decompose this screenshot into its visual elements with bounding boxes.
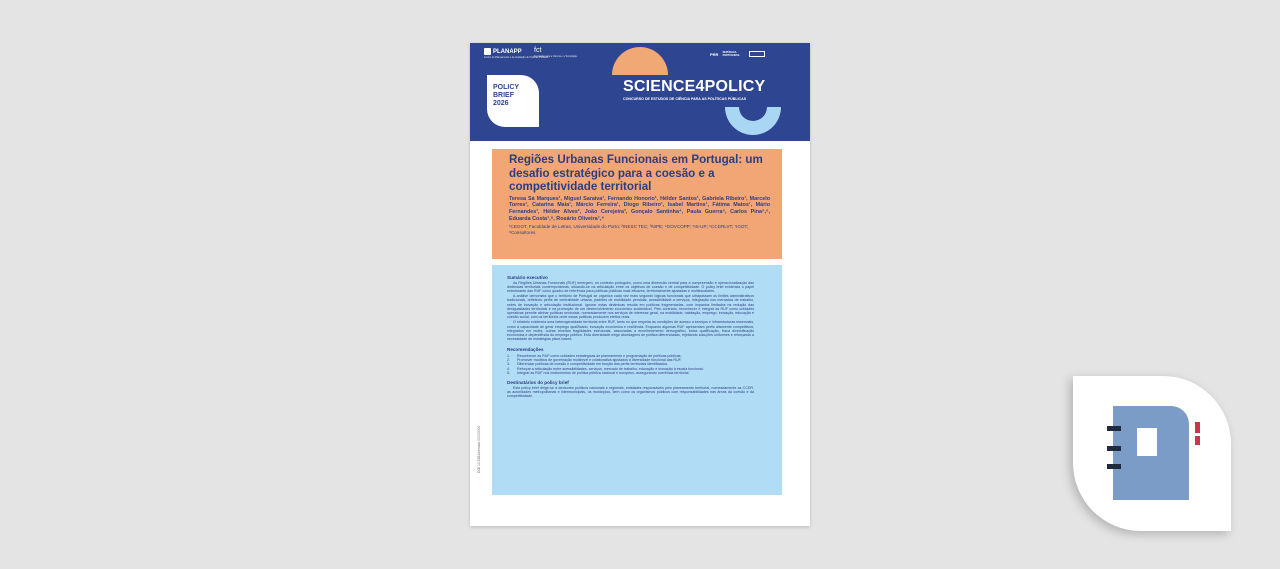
badge-line-1: POLICY — [493, 84, 520, 91]
blue-semicircle-decoration — [725, 107, 781, 135]
republica-portuguesa-logo: REPÚBLICA PORTUGUESA — [722, 51, 740, 57]
audience-text: Este policy brief dirige-se a decisores políticos nacionais e regionais, entidades responsáveis pelo planeamento territorial, nomeadamente as CCDR, as autoridades metropolitanas e intermunicipais, os municípios, bem como os organismos públicos com responsabilidades nas áreas da coesão e da competitividade. — [507, 385, 754, 399]
audience-heading: Destinatários do policy brief — [507, 380, 569, 386]
planapp-logo: PLANAPP Centro de Planeamento e de Avaliação de Políticas Públicas — [484, 49, 549, 60]
policy-brief-page — [470, 43, 810, 526]
orange-semicircle-decoration — [612, 47, 668, 75]
fct-logo-subtitle: Fundação para a Ciência e a Tecnologia — [534, 55, 577, 58]
program-title: SCIENCE4POLICY — [623, 78, 766, 95]
policy-brief-badge — [487, 75, 539, 127]
summary-paragraph: As Regiões Urbanas Funcionais (RUF) emergem, no contexto português, como uma dimensão central para a compreensão e operacionalização das dinâmicas territoriais contemporâneas, situando-se na articulação entre os objetivos de coesão e de competitividade. O policy brief evidencia o papel estruturante das RUF como quadro de referência para políticas públicas mais eficazes, territorialmente ajustadas e multiescalares. — [507, 280, 754, 293]
planapp-logo-subtitle: Centro de Planeamento e de Avaliação de Políticas Públicas — [484, 56, 549, 60]
notebook-app-icon[interactable] — [1073, 376, 1231, 531]
notebook-icon — [1073, 376, 1231, 531]
recommendations-list — [507, 354, 754, 375]
badge-line-2: BRIEF — [493, 92, 514, 99]
document-header — [470, 43, 810, 141]
author-list: Teresa Sá Marques¹, Miguel Saraiva¹, Fernando Honorio¹, Hélder Santos¹, Gabriela Ribeiro¹, Marcelo Torres¹, Catarina Maia¹, Márcio Ferreira¹, Diogo Ribeiro¹, Isabel Martins¹, Fátima Matos¹, Mário Fernandes¹, Hélder Alves², João Cerejeira³, Gonçalo Santinha⁴, Paula Guerra⁵, Carlos Pina⁵,⁶, Eduarda Costa⁷,⁸, Rosário Oliveira⁷,⁸ — [509, 195, 770, 223]
title-block — [492, 149, 782, 259]
funding-logos — [710, 51, 768, 57]
list-item: 1. Reconhecer as RUF como unidades estratégicas de planeamento e programação de políticas públicas. — [507, 354, 682, 359]
badge-line-3: 2026 — [493, 100, 509, 107]
summary-block — [492, 265, 782, 495]
fct-logo: fct Fundação para a Ciência e a Tecnologia — [534, 47, 577, 58]
list-item: 2. Promover modelos de governação multinível e colaborativa ajustados à diversidade funcional das RUF. — [507, 358, 682, 363]
eu-flag-icon — [749, 51, 765, 57]
program-subtitle: CONCURSO DE ESTUDOS DE CIÊNCIA PARA AS POLÍTICAS PÚBLICAS — [623, 97, 747, 101]
list-item: 4. Reforçar a articulação entre acessibilidades, serviços, mercado de trabalho, educação e inovação à escala funcional. — [507, 366, 704, 371]
prr-logo: PRR — [710, 51, 719, 57]
recommendations-heading: Recomendações — [507, 347, 544, 353]
summary-heading: Sumário executivo — [507, 275, 548, 280]
summary-paragraph: A análise demonstra que o território de Portugal se organiza cada vez mais segundo lógicas funcionais que ultrapassam os limites administrativos tradicionais, refletindo perfis de centralidade urbana, padrões de mobilidade pendular, acessibilidade a serviços, integração nos mercados de trabalho, redes de inovação e articulação institucional. Ignorar estas dinâmicas resulta em políticas fragmentadas, com impactos limitados na redução das desigualdades territoriais e na promoção de um desenvolvimento económico sustentável. Pelo contrário, reconhecer e integrar as RUF como unidades operativas permite alinhar políticas sectoriais, nomeadamente nos serviços de interesse geral, na mobilidade, habitação, emprego, inovação, educação e coesão social, com os territórios onde essas políticas produzem efeitos reais. — [507, 294, 754, 320]
document-side-code: DOI 10.5281/zenodo.00000000 — [477, 425, 481, 473]
list-item: 3. Diferenciar políticas de coesão e competitividade em função dos perfis territoriais identificados. — [507, 362, 669, 367]
summary-paragraph: O relatório evidencia uma heterogeneidade territorial entre RUF, tanto no que respeita às condições de acesso a serviços e infraestruturas essenciais, como à capacidade de gerar emprego qualificado, inovação económica e resiliência. Enquanto algumas RUF apresentam perfis altamente competitivos, integrados em redes, outras revelam fragilidades estruturais, associadas a envelhecimento demográfico, baixa qualificação, fraca diversificação económica e dependência do emprego público. Esta diversidade exige abordagens de política diferenciadas, rejeitando soluções uniformes e reforçando a necessidade de estratégias place-based. — [507, 320, 754, 342]
affiliations: ¹CEGOT, Faculdade de Letras, Universidade do Porto; ²INESC TEC; ³NIPE; ⁴GOVCOPP; ⁵IS-UP; ⁶CCDRLVT; ⁷IGOT; ⁸Consultores — [509, 224, 749, 235]
planapp-mark-icon — [484, 48, 491, 55]
list-item: 5. Integrar as RUF nos instrumentos de política pública nacional e europeus, assegurando coerência territorial. — [507, 370, 690, 375]
document-title: Regiões Urbanas Funcionais em Portugal: um desafio estratégico para a coesão e a competitividade territorial — [509, 153, 763, 193]
